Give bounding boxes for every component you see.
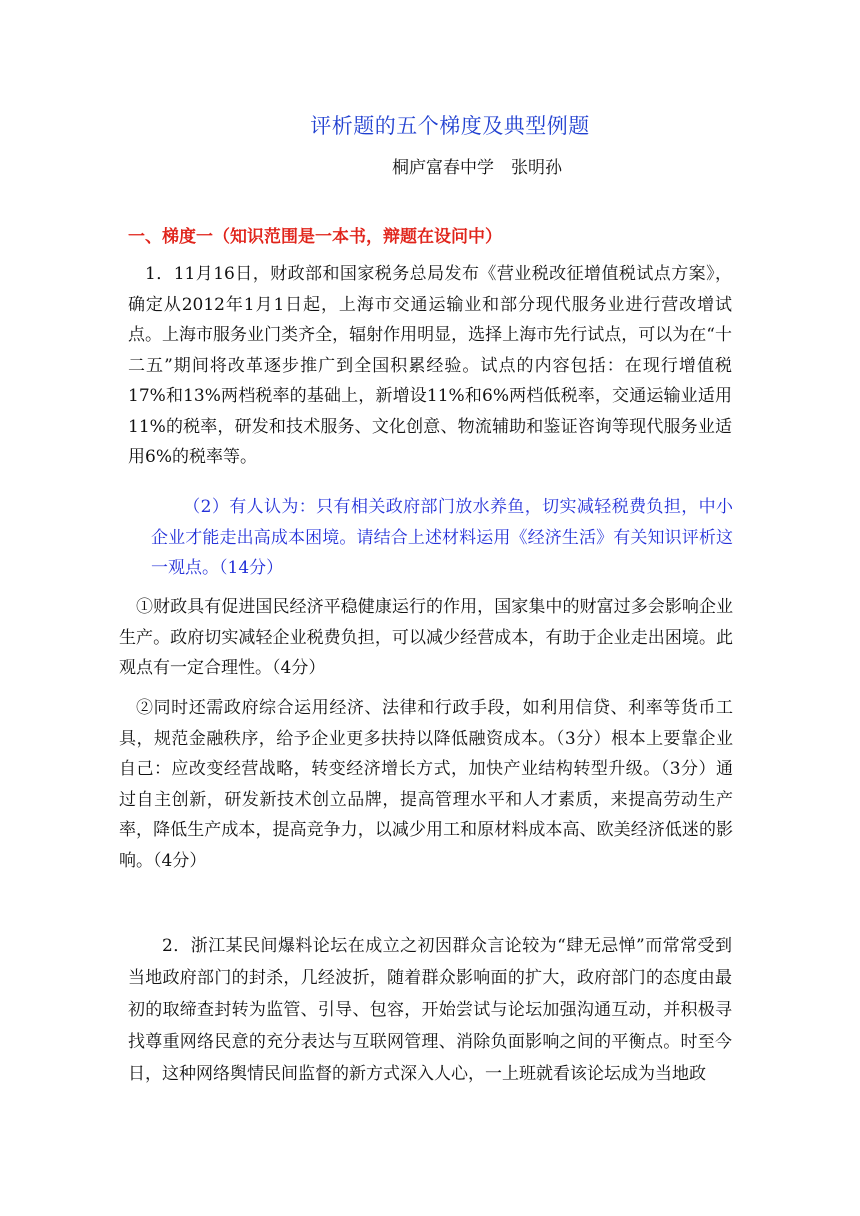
section-heading: 一、梯度一（知识范围是一本书，辩题在设问中） [128, 227, 502, 247]
answer-point-1: ①财政具有促进国民经济平稳健康运行的作用，国家集中的财富过多会影响企业生产。政府切实减轻企业税费负担，可以减少经营成本，有助于企业走出困境。此观点有一定合理性。（4分） [119, 597, 733, 678]
question-1-material: 1．11月16日，财政部和国家税务总局发布《营业税改征增值税试点方案》，确定从2012年1月1日起，上海市交通运输业和部分现代服务业进行营改增试点。上海市服务业门类齐全，辐射作用明显，选择上海市先行试点，可以为在“十二五”期间将改革逐步推广到全国积累经验。试点的内容包括：在现行增值税17%和13%两档税率的基础上，新增设11%和6%两档低税率，交通运输业适用11%的税率，研发和技术服务、文化创意、物流辅助和鉴证咨询等现代服务业适用6%的税率等。 [128, 264, 732, 467]
document-title: 评析题的五个梯度及典型例题 [310, 114, 590, 138]
question-2-material: 2．浙江某民间爆料论坛在成立之初因群众言论较为“肆无忌惮”而常常受到当地政府部门的封杀，几经波折，随着群众影响面的扩大，政府部门的态度由最初的取缔查封转为监管、引导、包容，开始尝试与论坛加强沟通互动，并积极寻找尊重网络民意的充分表达与互联网管理、消除负面影响之间的平衡点。时至今日，这种网络舆情民间监督的新方式深入人心，一上班就看该论坛成为当地政 [128, 936, 732, 1084]
question-1-sub-question: （2）有人认为：只有相关政府部门放水养鱼，切实减轻税费负担，中小企业才能走出高成本困境。请结合上述材料运用《经济生活》有关知识评析这一观点。（14分） [151, 497, 733, 578]
author-line: 桐庐富春中学 张明孙 [392, 158, 562, 178]
answer-point-2: ②同时还需政府综合运用经济、法律和行政手段，如利用信贷、利率等货币工具，规范金融秩序，给予企业更多扶持以降低融资成本。（3分）根本上要靠企业自己：应改变经营战略，转变经济增长方式，加快产业结构转型升级。（3分）通过自主创新，研发新技术创立品牌，提高管理水平和人才素质，来提高劳动生产率，降低生产成本，提高竞争力，以减少用工和原材料成本高、欧美经济低迷的影响。（4分） [119, 698, 733, 871]
